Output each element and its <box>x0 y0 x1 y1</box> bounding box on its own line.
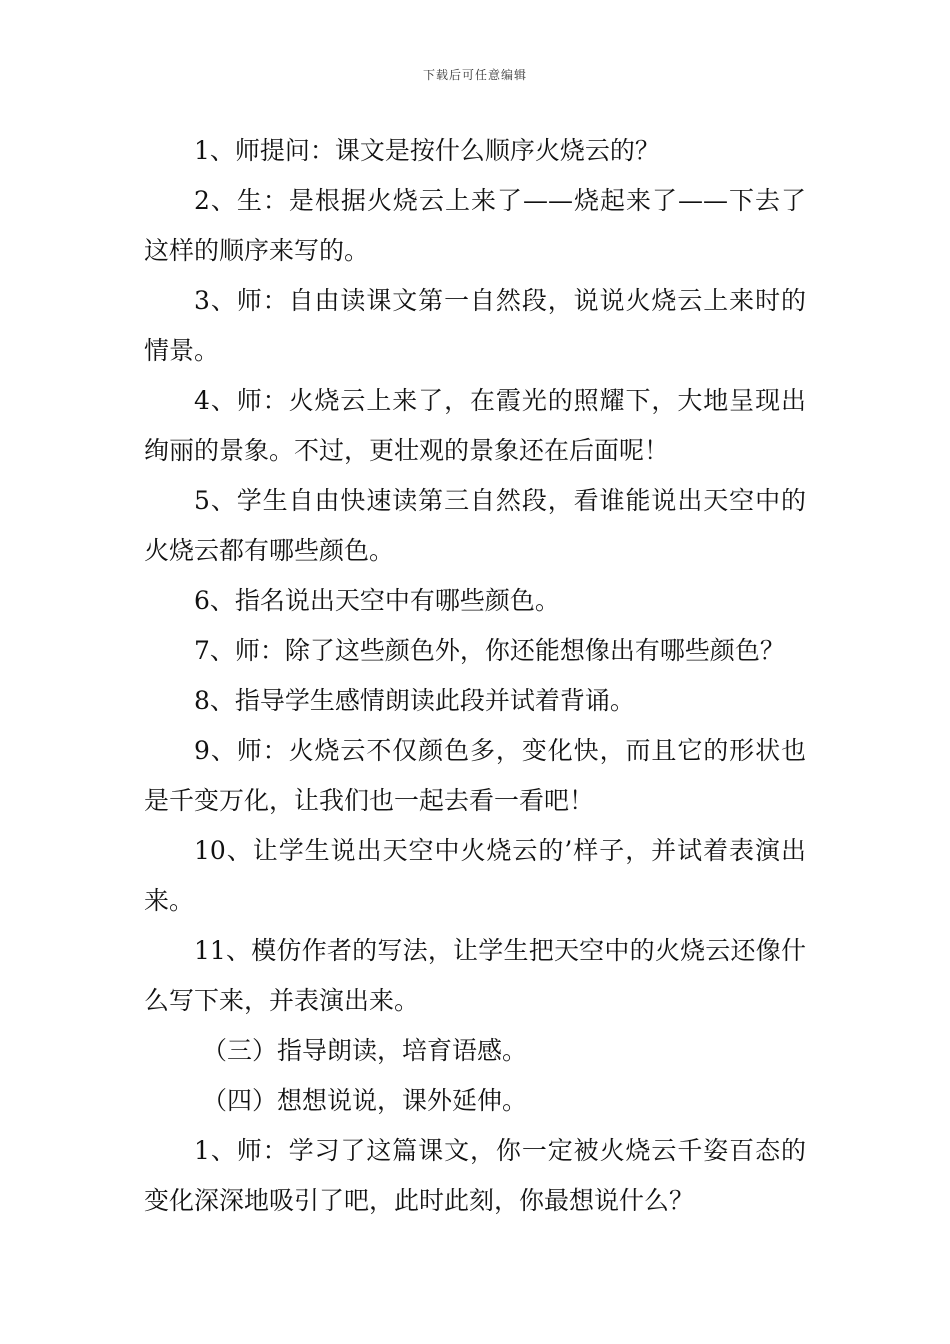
paragraph-10: 10、让学生说出天空中火烧云的’样子，并试着表演出来。 <box>144 836 806 915</box>
paragraph-6: 6、指名说出天空中有哪些颜色。 <box>194 586 560 615</box>
paragraph-2: 2、生：是根据火烧云上来了——烧起来了——下去了这样的顺序来写的。 <box>144 186 806 265</box>
header-note: 下载后可任意编辑 <box>422 68 527 82</box>
paragraph-5: 5、学生自由快速读第三自然段，看谁能说出天空中的火烧云都有哪些颜色。 <box>144 486 806 565</box>
paragraph-3: 3、师：自由读课文第一自然段，说说火烧云上来时的情景。 <box>144 286 806 365</box>
section-heading-3: （三）指导朗读，培育语感。 <box>202 1036 528 1065</box>
paragraph-9: 9、师：火烧云不仅颜色多，变化快，而且它的形状也是千变万化，让我们也一起去看一看吧！ <box>144 736 806 815</box>
paragraph-12: 1、师：学习了这篇课文，你一定被火烧云千姿百态的变化深深地吸引了吧，此时此刻，你最想说什么？ <box>144 1136 806 1215</box>
paragraph-7: 7、师：除了这些颜色外，你还能想像出有哪些颜色？ <box>194 636 785 665</box>
paragraph-8: 8、指导学生感情朗读此段并试着背诵。 <box>194 686 635 715</box>
document-body <box>144 126 806 1226</box>
paragraph-1: 1、师提问：课文是按什么顺序火烧云的？ <box>194 136 660 165</box>
paragraph-11: 11、模仿作者的写法，让学生把天空中的火烧云还像什么写下来，并表演出来。 <box>144 936 806 1015</box>
section-heading-4: （四）想想说说，课外延伸。 <box>202 1086 528 1115</box>
paragraph-4: 4、师：火烧云上来了，在霞光的照耀下，大地呈现出绚丽的景象。不过，更壮观的景象还在后面呢！ <box>144 386 806 465</box>
